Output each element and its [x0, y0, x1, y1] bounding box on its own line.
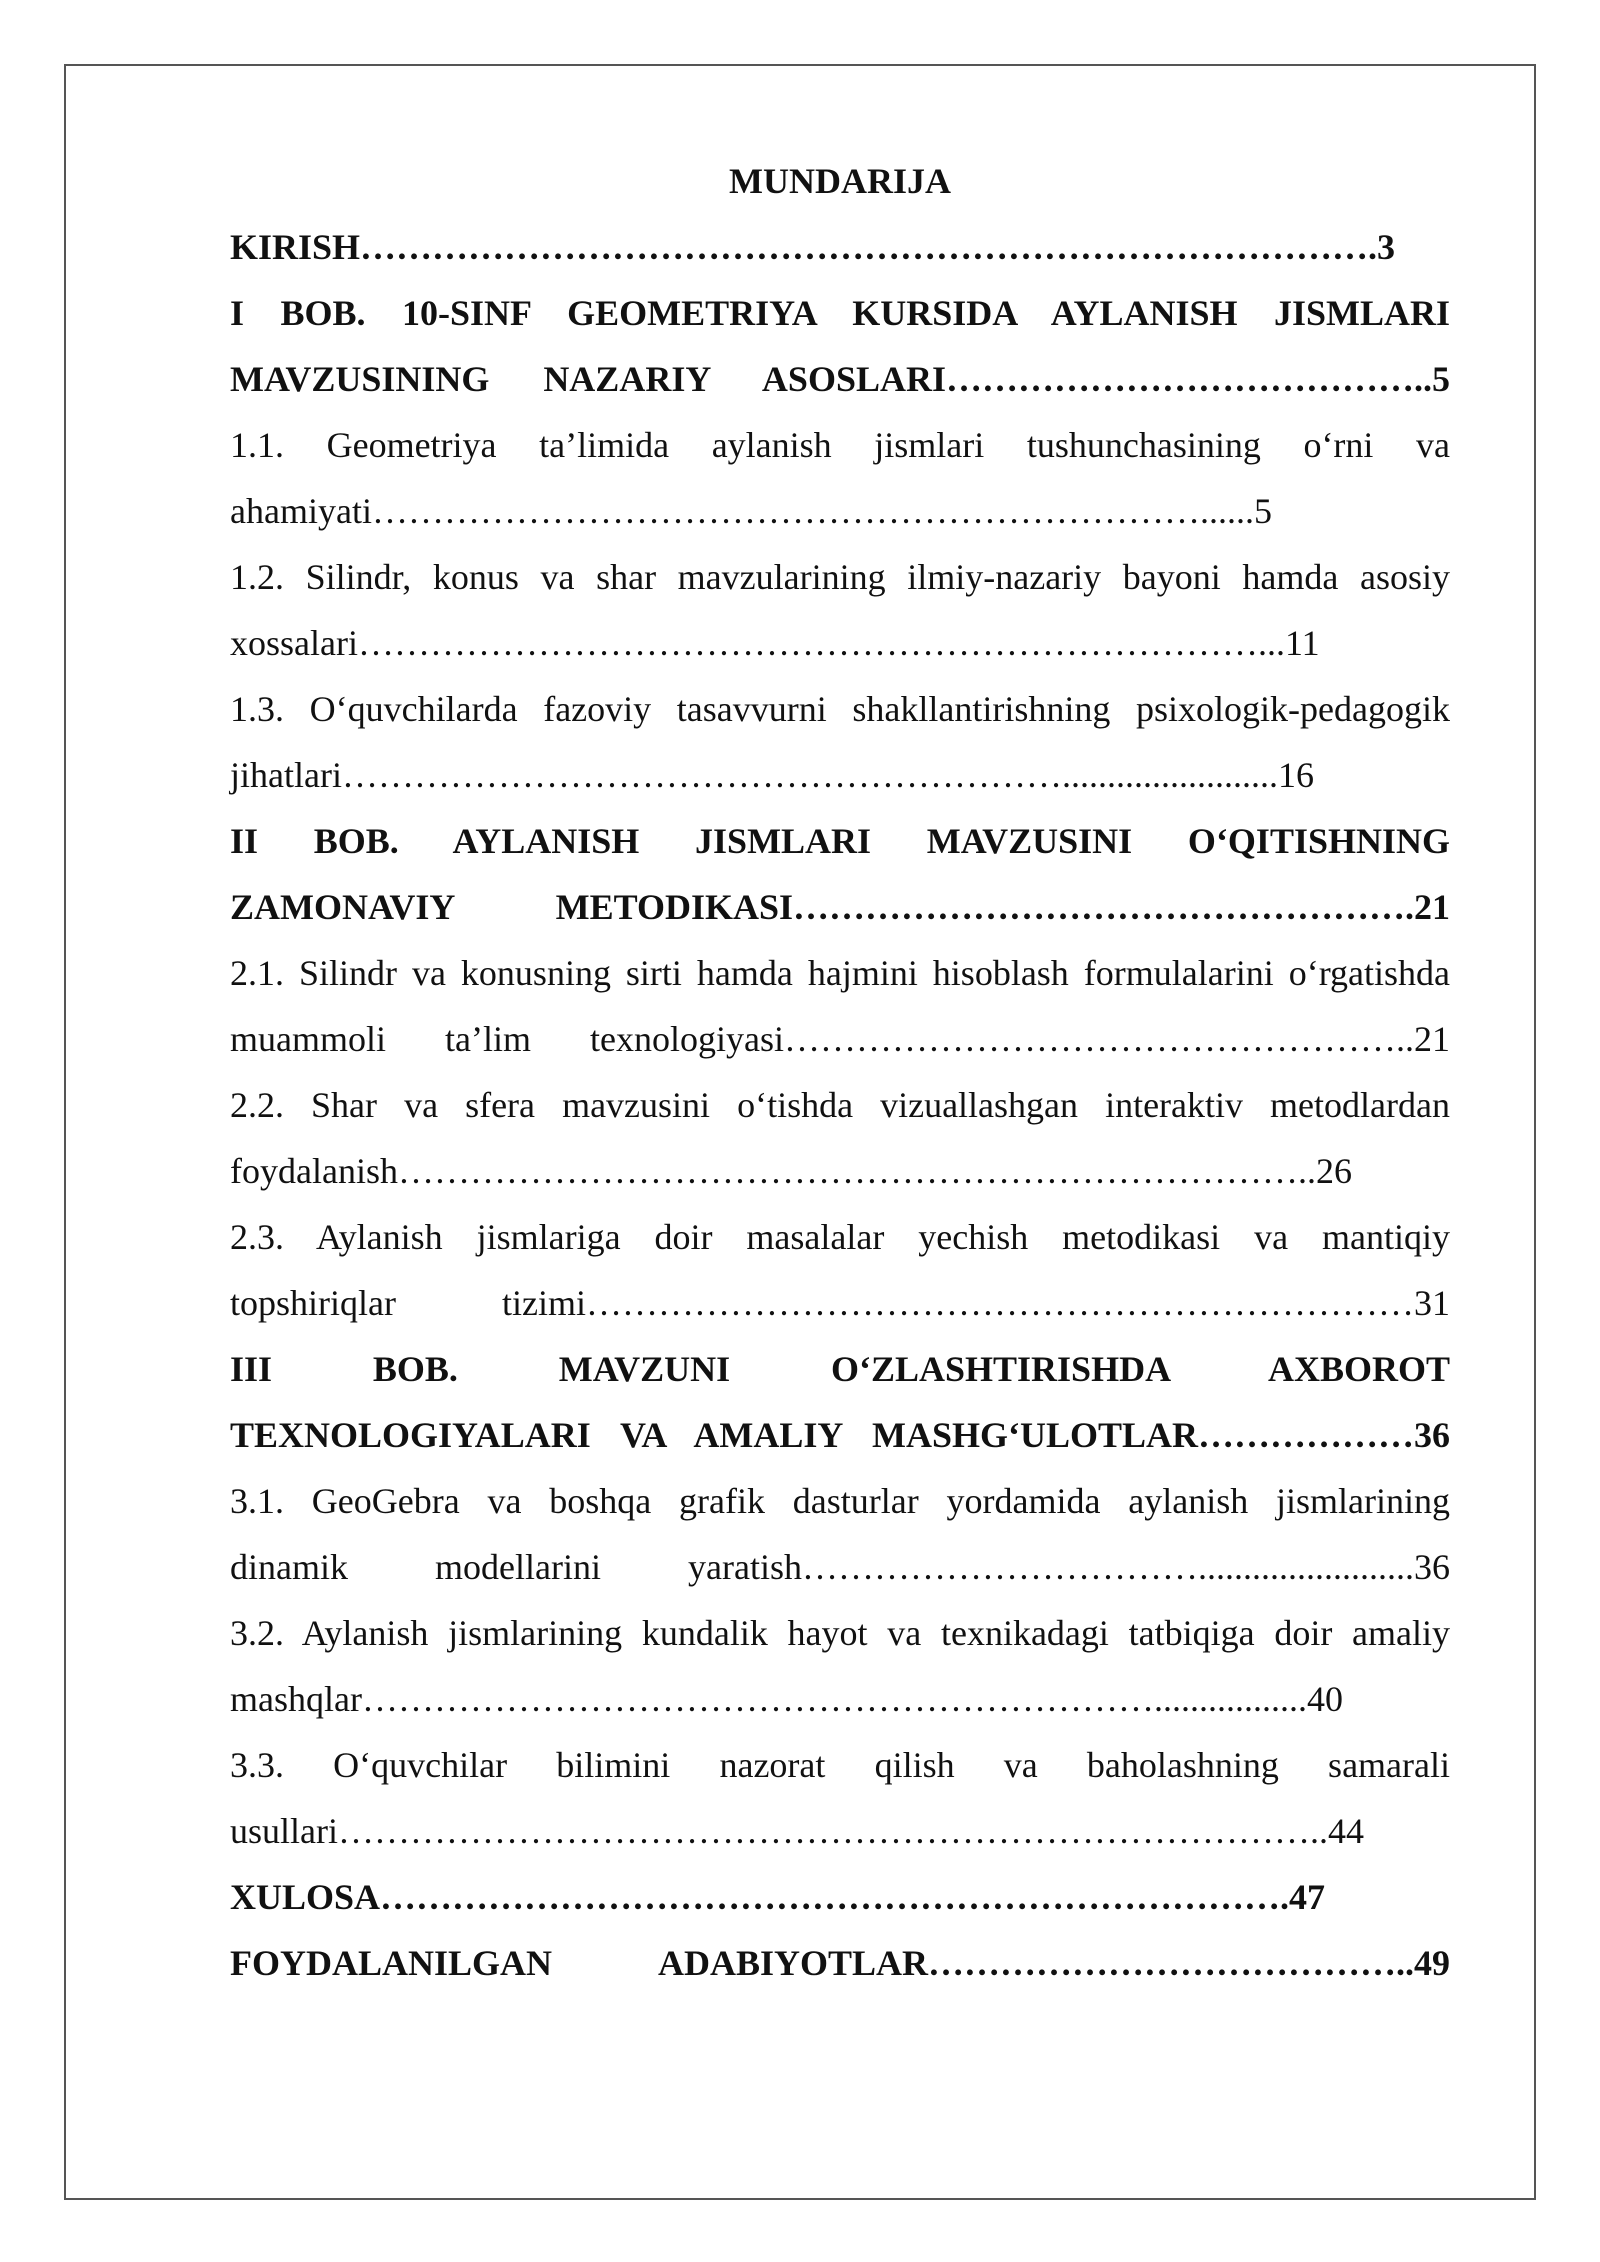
toc-entry-line: 2.1. Silindr va konusning sirti hamda hajmini hisoblash formulalarini o‘rgatishda — [230, 953, 1450, 993]
toc-entry-line: usullari………………………………………………………………………..44 — [230, 1811, 1364, 1851]
toc-entry-line: XULOSA………………………………………………………………….47 — [230, 1877, 1326, 1917]
toc-entry-line: ZAMONAVIY METODIKASI…………………………………………….21 — [230, 887, 1450, 927]
toc-entry-line: dinamik modellarini yaratish……………………………........................36 — [230, 1547, 1450, 1587]
table-of-contents — [230, 148, 1450, 1996]
toc-entry-line: 1.2. Silindr, konus va shar mavzularining ilmiy-nazariy bayoni hamda asosiy — [230, 557, 1450, 597]
toc-entry-line: MAVZUSINING NAZARIY ASOSLARI…………………………………..5 — [230, 359, 1450, 399]
toc-entry-line: 2.3. Aylanish jismlariga doir masalalar yechish metodikasi va mantiqiy — [230, 1217, 1450, 1257]
toc-entry-line: foydalanish…………………………………………………………………..26 — [230, 1151, 1352, 1191]
toc-entry-line: 1.3. O‘quvchilarda fazoviy tasavvurni shakllantirishning psixologik-pedagogik — [230, 689, 1450, 729]
toc-entry-line: FOYDALANILGAN ADABIYOTLAR…………………………………..49 — [230, 1943, 1450, 1983]
toc-entry-line: topshiriqlar tizimi……………………………………………………………31 — [230, 1283, 1450, 1323]
toc-entry-line: jihatlari……………………………………………………........................16 — [230, 755, 1314, 795]
toc-entry-line: KIRISH………………………………………………………………………….3 — [230, 227, 1396, 267]
toc-entry-line: 2.2. Shar va sfera mavzusini o‘tishda vizuallashgan interaktiv metodlardan — [230, 1085, 1450, 1125]
toc-entries — [230, 214, 1450, 1996]
toc-entry-line: I BOB. 10-SINF GEOMETRIYA KURSIDA AYLANISH JISMLARI — [230, 293, 1450, 333]
toc-entry-line: III BOB. MAVZUNI O‘ZLASHTIRISHDA AXBOROT — [230, 1349, 1450, 1389]
toc-entry-line: ahamiyati……………………………………………………………......5 — [230, 491, 1272, 531]
toc-entry-line: xossalari…………………………………………………………………...11 — [230, 623, 1320, 663]
toc-entry-line: TEXNOLOGIYALARI VA AMALIY MASHG‘ULOTLAR………………36 — [230, 1415, 1450, 1455]
toc-title: MUNDARIJA — [729, 161, 951, 201]
toc-entry-line: 3.2. Aylanish jismlarining kundalik hayot va texnikadagi tatbiqiga doir amaliy — [230, 1613, 1450, 1653]
toc-entry-line: II BOB. AYLANISH JISMLARI MAVZUSINI O‘QITISHNING — [230, 821, 1450, 861]
toc-entry-line: 3.3. O‘quvchilar bilimini nazorat qilish va baholashning samarali — [230, 1745, 1450, 1785]
toc-entry-line: 1.1. Geometriya ta’limida aylanish jismlari tushunchasining o‘rni va — [230, 425, 1450, 465]
toc-entry-line: muammoli ta’lim texnologiyasi……………………………………………..21 — [230, 1019, 1450, 1059]
toc-entry-line: 3.1. GeoGebra va boshqa grafik dasturlar yordamida aylanish jismlarining — [230, 1481, 1450, 1521]
toc-entry-line: mashqlar………………………………………………………….................40 — [230, 1679, 1343, 1719]
